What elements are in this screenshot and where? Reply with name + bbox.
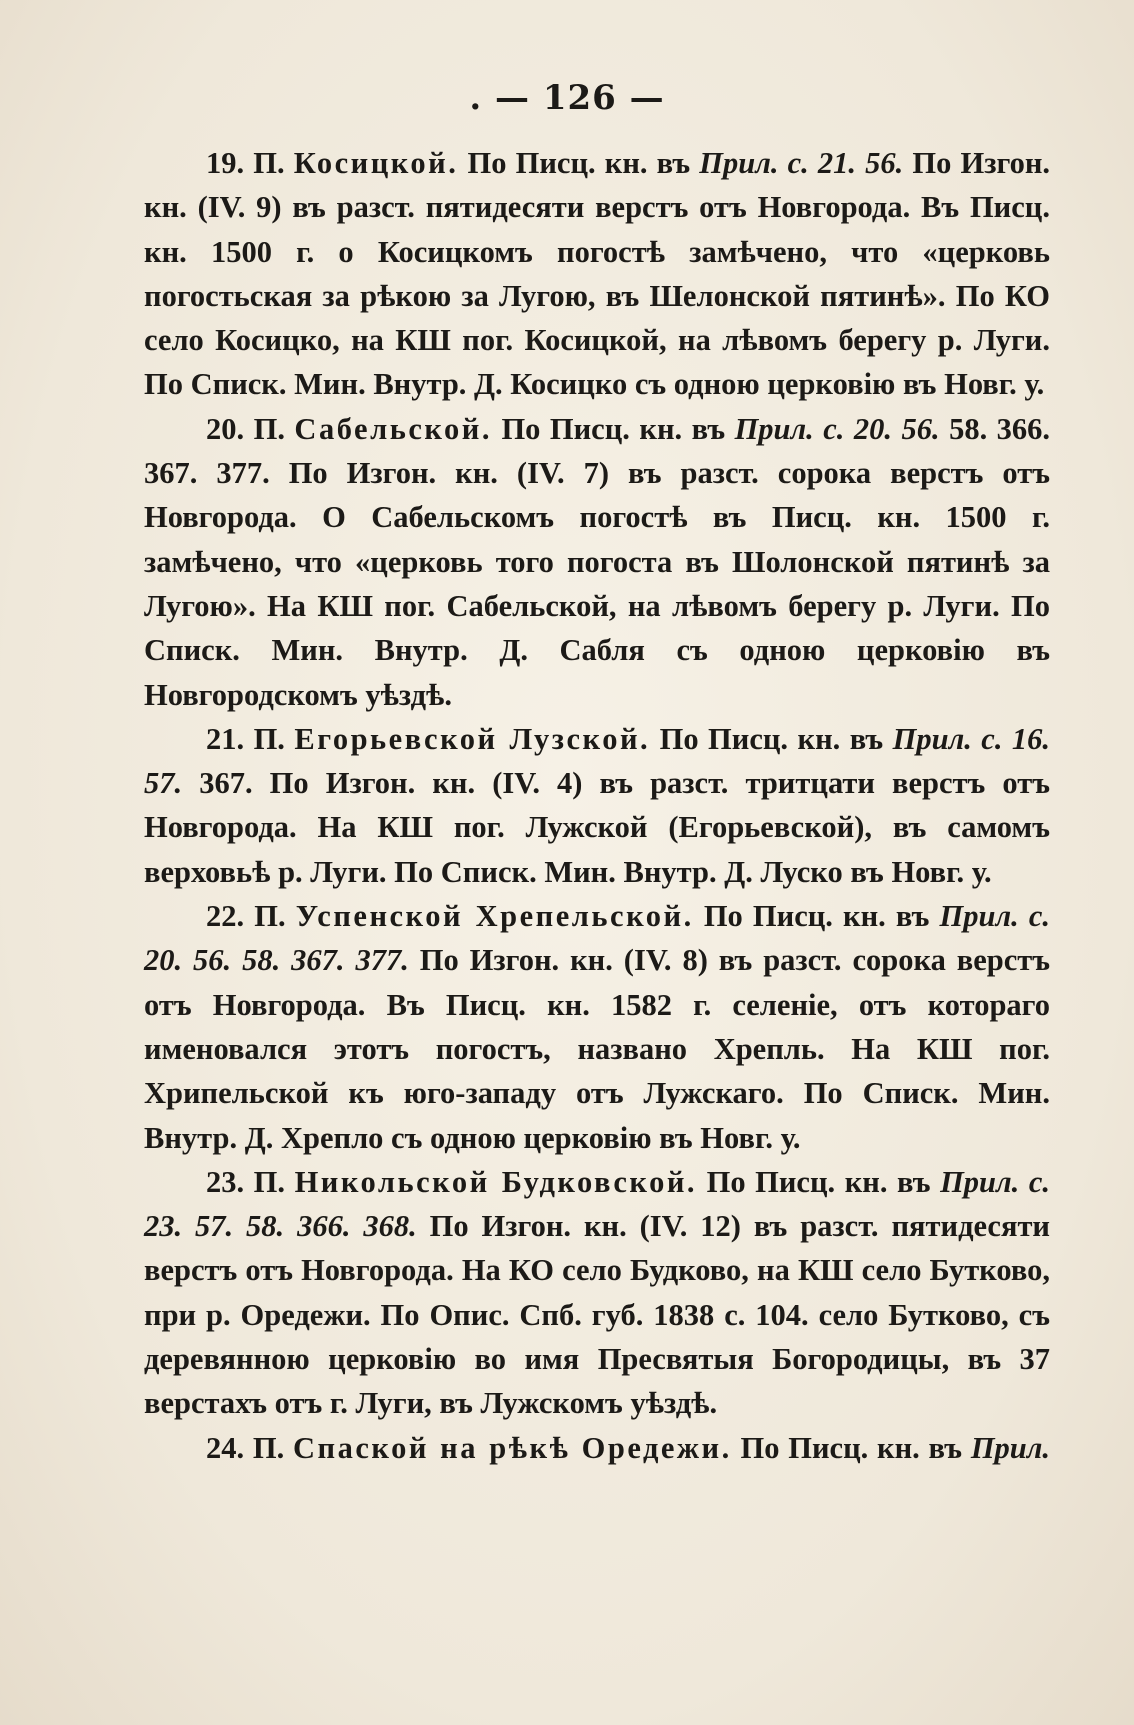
entry-prefix: П. bbox=[252, 1430, 285, 1465]
entry-prefix: П. bbox=[253, 721, 285, 756]
entry-number: 22. bbox=[206, 899, 245, 934]
entry-number: 21. bbox=[206, 721, 245, 756]
entry-ref-lead: По Писц. кн. въ bbox=[501, 411, 726, 446]
body-text bbox=[144, 141, 1050, 1470]
entry-name: Никольской Будковской. bbox=[294, 1164, 698, 1199]
entry-name: Сабельской. bbox=[294, 411, 492, 446]
entry-20 bbox=[144, 407, 1050, 717]
entry-23 bbox=[144, 1160, 1050, 1426]
entry-number: 19. bbox=[206, 146, 245, 180]
entry-ref-lead: По Писц. кн. въ bbox=[703, 899, 930, 934]
entry-number: 24. bbox=[206, 1430, 245, 1465]
entry-ref-lead: По Писц. кн. въ bbox=[659, 721, 884, 756]
entry-ref-italic: Прил. bbox=[970, 1430, 1051, 1465]
page-number-header: . — 126 — bbox=[469, 78, 665, 118]
entry-ref-lead: По Писц. кн. въ bbox=[740, 1430, 963, 1465]
entry-number: 23. bbox=[206, 1164, 245, 1199]
entry-21 bbox=[144, 717, 1050, 894]
entry-name: Косицкой. bbox=[293, 146, 459, 180]
entry-prefix: П. bbox=[253, 411, 285, 446]
entry-ref-lead: По Писц. кн. въ bbox=[467, 146, 691, 180]
entry-name: Спаской на рѣкѣ Оредежи. bbox=[293, 1430, 732, 1465]
entry-prefix: П. bbox=[253, 146, 285, 180]
entry-name: Егорьевской Лузской. bbox=[294, 721, 651, 756]
entry-text: По Изгон. кн. (IV. 12) въ разст. пятидесяти верстъ отъ Новгорода. На КО село Будково, на КШ село Бутково, при р. Оредежи. По Опис. Спб. губ. 1838 с. 104. село Бутково, съ деревянною церковію во имя Пресвятыя Богородицы, въ 37 верстахъ отъ г. Луги, въ Лужскомъ уѣздѣ. bbox=[144, 1209, 1050, 1421]
entry-ref-italic: Прил. с. 23. 57. 58. 366. 368. bbox=[144, 1164, 1050, 1244]
entry-text: 367. По Изгон. кн. (IV. 4) въ разст. тритцати верстъ отъ Новгорода. На КШ пог. Лужской (Егорьевской), въ самомъ верховьѣ р. Луги. По Списк. Мин. Внутр. Д. Луско въ Новг. у. bbox=[144, 766, 1051, 889]
entry-text: 58. 366. 367. 377. По Изгон. кн. (IV. 7) въ разст. сорока верстъ отъ Новгорода. О Сабельскомъ погостѣ въ Писц. кн. 1500 г. замѣчено, что «церковь того погоста въ Шолонской пятинѣ за Лугою». На КШ пог. Сабельской, на лѣвомъ берегу р. Луги. По Списк. Мин. Внутр. Д. Сабля съ одною церковію въ Новгородскомъ уѣздѣ. bbox=[144, 411, 1051, 712]
entry-ref-italic: Прил. с. 21. 56. bbox=[699, 146, 904, 180]
entry-text: По Изгон. кн. (IV. 9) въ разст. пятидесяти верстъ отъ Новгорода. Въ Писц. кн. 1500 г. о Косицкомъ погостѣ замѣчено, что «церковь погостьская за рѣкою за Лугою, въ Шелонской пятинѣ». По КО село Косицко, на КШ пог. Косицкой, на лѣвомъ берегу р. Луги. По Списк. Мин. Внутр. Д. Косицко съ одною церковію въ Новг. у. bbox=[144, 146, 1051, 402]
entry-name: Успенской Хрепельской. bbox=[295, 899, 694, 934]
entry-ref-italic: Прил. с. 16. 57. bbox=[144, 721, 1051, 801]
entry-19 bbox=[144, 141, 1050, 407]
entry-ref-lead: По Писц. кн. въ bbox=[706, 1164, 931, 1199]
entry-number: 20. bbox=[206, 411, 245, 446]
entry-ref-italic: Прил. с. 20. 56. 58. 367. 377. bbox=[144, 899, 1050, 978]
entry-24 bbox=[144, 1426, 1050, 1470]
entry-prefix: П. bbox=[253, 1164, 286, 1199]
entry-text: По Изгон. кн. (IV. 8) въ разст. сорока верстъ отъ Новгорода. Въ Писц. кн. 1582 г. селеніе, отъ котораго именовался этотъ погостъ, названо Хрепль. На КШ пог. Хрипельской къ юго-западу отъ Лужскаго. По Списк. Мин. Внутр. Д. Хрепло съ одною церковію въ Новг. у. bbox=[144, 943, 1051, 1155]
entry-22 bbox=[144, 894, 1050, 1160]
entry-ref-italic: Прил. с. 20. 56. bbox=[734, 411, 940, 446]
entry-prefix: П. bbox=[254, 899, 286, 934]
